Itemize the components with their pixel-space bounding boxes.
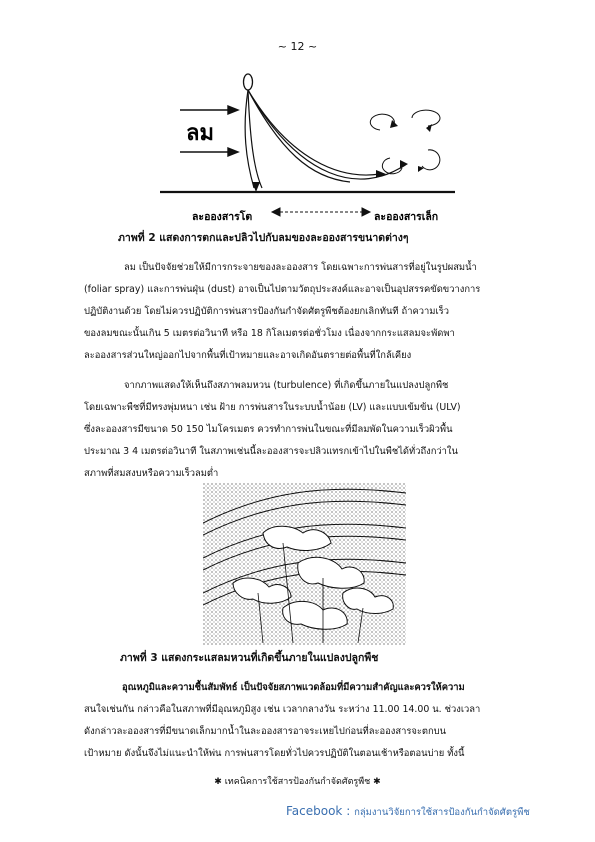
text-line: เป้าหมาย ดังนั้นจึงไม่แนะนำให้พ่น การพ่นสารโดยทั่วไปควรปฏิบัติในตอนเช้าหรือตอนบ่าย ทั้งนี้ bbox=[84, 748, 465, 759]
large-drop-label: ละอองสารโต bbox=[192, 211, 253, 223]
text-line: สภาพที่สมสงบหรือความเร็วลมต่ำ bbox=[84, 468, 219, 479]
paragraph-wind bbox=[84, 257, 480, 367]
text-line: ดังกล่าวละอองสารที่มีขนาดเล็กมากน้ำในละอองสารอาจระเหยไปก่อนที่ละอองสารจะตกบน bbox=[84, 726, 447, 737]
text-line: สนใจเช่นกัน กล่าวคือในสภาพที่มีอุณหภูมิสูง เช่น เวลากลางวัน ระหว่าง 11.00 14.00 น. ช่วงเวลา bbox=[84, 704, 481, 715]
text-line: โดยเฉพาะพืชที่มีทรงพุ่มหนา เช่น ฝ้าย การพ่นสารในระบบน้ำน้อย (LV) และแบบเข้มข้น (ULV) bbox=[84, 402, 461, 413]
text-line: (foliar spray) และการพ่นฝุ่น (dust) อาจเป็นไปตามวัตถุประสงค์และอาจเป็นอุปสรรคขัดขวางการ bbox=[84, 284, 481, 295]
drift-diagram-svg bbox=[150, 70, 470, 230]
canopy-turbulence-svg bbox=[203, 483, 406, 645]
distance-arrow-icon bbox=[272, 208, 370, 216]
facebook-group-name: กลุ่มงานวิจัยการใช้สารป้องกันกำจัดศัตรูพืช bbox=[354, 807, 530, 818]
nozzle-icon bbox=[244, 74, 253, 90]
drift-diagram bbox=[150, 70, 470, 230]
footer-note: ✱ เทคนิคการใช้สารป้องกันกำจัดศัตรูพืช ✱ bbox=[214, 777, 381, 787]
text-line: ประมาณ 3 4 เมตรต่อวินาที ในสภาพเช่นนี้ละอองสารจะปลิวแทรกเข้าไปในพืชได้ทั่วถึงกว่าใน bbox=[84, 446, 458, 457]
figure1-caption: ภาพที่ 2 แสดงการตกและปลิวไปกับลมของละอองสารขนาดต่างๆ bbox=[118, 232, 409, 244]
paragraph-temperature bbox=[84, 677, 480, 765]
facebook-label: Facebook : bbox=[286, 804, 351, 818]
text-line: ลม เป็นปัจจัยช่วยให้มีการกระจายของละอองสาร โดยเฉพาะการพ่นสารที่อยู่ในรูปผสมน้ำ bbox=[124, 262, 477, 273]
text-line: อุณหภูมิและความชื้นสัมพัทธ์ เป็นปัจจัยสภาพแวดล้อมที่มีความสำคัญและควรให้ความ bbox=[122, 682, 465, 693]
page-number: ~ 12 ~ bbox=[277, 40, 318, 53]
text-line: ปฏิบัติงานด้วย โดยไม่ควรปฏิบัติการพ่นสารป้องกันกำจัดศัตรูพืชต้องยกเลิกทันที ถ้าความเร็ว bbox=[84, 306, 449, 317]
canopy-turbulence-figure bbox=[203, 483, 406, 645]
wind-label: ลม bbox=[186, 121, 214, 146]
facebook-credit bbox=[286, 804, 530, 820]
text-line: ซึ่งละอองสารมีขนาด 50 150 ไมโครเมตร ควรทำการพ่นในขณะที่มีลมพัดในความเร็วผิวพื้น bbox=[84, 424, 453, 435]
figure2-caption: ภาพที่ 3 แสดงกระแสลมหวนที่เกิดขึ้นภายในแปลงปลูกพืช bbox=[120, 652, 379, 664]
text-line: ของลมขณะนั้นเกิน 5 เมตรต่อวินาที หรือ 18 กิโลเมตรต่อชั่วโมง เนื่องจากกระแสลมจะพัดพา bbox=[84, 328, 455, 339]
text-line: ละอองสารส่วนใหญ่ออกไปจากพื้นที่เป้าหมายและอาจเกิดอันตรายต่อพื้นที่ใกล้เคียง bbox=[84, 350, 412, 361]
text-line: จากภาพแสดงให้เห็นถึงสภาพลมหวน (turbulence) ที่เกิดขึ้นภายในแปลงปลูกพืช bbox=[124, 380, 449, 391]
paragraph-turbulence bbox=[84, 375, 461, 485]
small-drop-label: ละอองสารเล็ก bbox=[374, 211, 439, 223]
